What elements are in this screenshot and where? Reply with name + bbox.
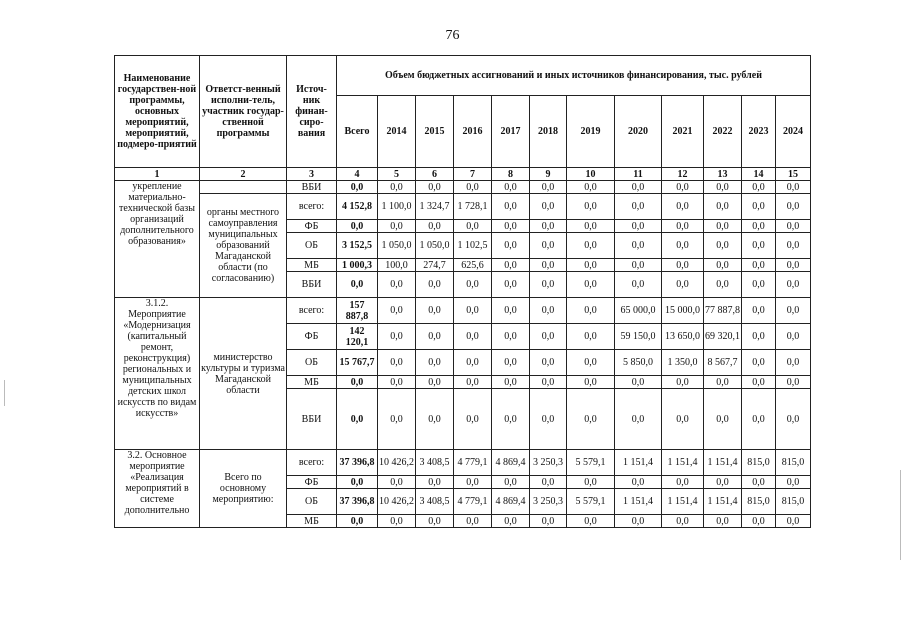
year-value-cell: 0,0	[742, 389, 776, 450]
year-value-cell: 69 320,1	[704, 324, 742, 350]
page-number: 76	[445, 28, 460, 43]
year-value-cell: 0,0	[776, 324, 811, 350]
funding-source-cell: ОБ	[287, 233, 337, 259]
year-value-cell: 5 579,1	[567, 489, 615, 515]
year-value-cell: 0,0	[378, 376, 416, 389]
responsible-cell	[200, 181, 287, 194]
year-value-cell: 13 650,0	[662, 324, 704, 350]
header-year: 2024	[776, 96, 811, 168]
column-number: 12	[662, 168, 704, 181]
year-value-cell: 0,0	[454, 376, 492, 389]
year-value-cell: 0,0	[704, 272, 742, 298]
year-value-cell: 0,0	[378, 272, 416, 298]
year-value-cell: 1 151,4	[662, 450, 704, 476]
column-number: 10	[567, 168, 615, 181]
year-value-cell: 0,0	[742, 272, 776, 298]
year-value-cell: 0,0	[662, 389, 704, 450]
year-value-cell: 0,0	[742, 376, 776, 389]
year-value-cell: 0,0	[378, 298, 416, 324]
header-responsible: Ответст-венный исполни-тель, участник государ-ственной программы	[200, 56, 287, 168]
year-value-cell: 0,0	[530, 476, 567, 489]
year-value-cell: 0,0	[567, 298, 615, 324]
header-budget-volume: Объем бюджетных ассигнований и иных источников финансирования, тыс. рублей	[337, 56, 811, 96]
year-value-cell: 0,0	[704, 259, 742, 272]
total-cell: 1 000,3	[337, 259, 378, 272]
year-value-cell: 0,0	[615, 272, 662, 298]
year-value-cell: 0,0	[416, 272, 454, 298]
header-year: 2017	[492, 96, 530, 168]
year-value-cell: 0,0	[492, 350, 530, 376]
column-number: 8	[492, 168, 530, 181]
responsible-cell: министерство культуры и туризма Магаданской области	[200, 298, 287, 450]
header-program-name: Наименование государствен-ной программы, основных мероприятий, мероприятий, подмеро-приятий	[115, 56, 200, 168]
total-cell: 0,0	[337, 220, 378, 233]
year-value-cell: 0,0	[416, 515, 454, 528]
header-year: 2016	[454, 96, 492, 168]
year-value-cell: 0,0	[742, 350, 776, 376]
year-value-cell: 0,0	[615, 181, 662, 194]
scan-mark-right	[900, 470, 901, 560]
year-value-cell: 0,0	[530, 233, 567, 259]
year-value-cell: 0,0	[454, 515, 492, 528]
program-name-cell: 3.1.2. Мероприятие «Модернизация (капитальный ремонт, реконструкция) региональных и муниципальных детских школ искусств по видам искусств»	[115, 298, 200, 450]
year-value-cell: 5 850,0	[615, 350, 662, 376]
year-value-cell: 100,0	[378, 259, 416, 272]
year-value-cell: 0,0	[742, 181, 776, 194]
year-value-cell: 0,0	[416, 220, 454, 233]
year-value-cell: 0,0	[492, 298, 530, 324]
year-value-cell: 0,0	[530, 515, 567, 528]
year-value-cell: 0,0	[567, 476, 615, 489]
year-value-cell: 0,0	[567, 220, 615, 233]
column-number: 11	[615, 168, 662, 181]
total-cell: 0,0	[337, 272, 378, 298]
header-year: 2020	[615, 96, 662, 168]
year-value-cell: 0,0	[530, 324, 567, 350]
year-value-cell: 1 728,1	[454, 194, 492, 220]
total-cell: 0,0	[337, 181, 378, 194]
year-value-cell: 815,0	[742, 450, 776, 476]
column-number: 3	[287, 168, 337, 181]
year-value-cell: 0,0	[742, 476, 776, 489]
funding-source-cell: МБ	[287, 515, 337, 528]
year-value-cell: 1 100,0	[378, 194, 416, 220]
year-value-cell: 0,0	[662, 220, 704, 233]
year-value-cell: 0,0	[567, 376, 615, 389]
year-value-cell: 0,0	[530, 272, 567, 298]
year-value-cell: 0,0	[742, 194, 776, 220]
year-value-cell: 0,0	[776, 181, 811, 194]
funding-source-cell: ФБ	[287, 476, 337, 489]
funding-source-cell: всего:	[287, 194, 337, 220]
year-value-cell: 0,0	[704, 194, 742, 220]
year-value-cell: 0,0	[567, 233, 615, 259]
year-value-cell: 0,0	[416, 389, 454, 450]
year-value-cell: 0,0	[454, 220, 492, 233]
year-value-cell: 0,0	[776, 220, 811, 233]
header-year: 2014	[378, 96, 416, 168]
year-value-cell: 0,0	[454, 181, 492, 194]
year-value-cell: 0,0	[567, 194, 615, 220]
year-value-cell: 815,0	[776, 450, 811, 476]
year-value-cell: 0,0	[704, 389, 742, 450]
year-value-cell: 815,0	[742, 489, 776, 515]
year-value-cell: 0,0	[567, 259, 615, 272]
year-value-cell: 1 151,4	[704, 450, 742, 476]
year-value-cell: 1 151,4	[615, 450, 662, 476]
year-value-cell: 0,0	[615, 515, 662, 528]
year-value-cell: 0,0	[378, 389, 416, 450]
column-number: 6	[416, 168, 454, 181]
table-row	[115, 194, 811, 220]
year-value-cell: 0,0	[416, 476, 454, 489]
year-value-cell: 0,0	[615, 259, 662, 272]
total-cell: 37 396,8	[337, 489, 378, 515]
year-value-cell: 0,0	[704, 181, 742, 194]
year-value-cell: 1 151,4	[662, 489, 704, 515]
funding-source-cell: МБ	[287, 376, 337, 389]
header-year: 2023	[742, 96, 776, 168]
year-value-cell: 0,0	[416, 350, 454, 376]
year-value-cell: 0,0	[662, 476, 704, 489]
year-value-cell: 0,0	[567, 324, 615, 350]
total-cell: 0,0	[337, 389, 378, 450]
total-cell: 37 396,8	[337, 450, 378, 476]
year-value-cell: 0,0	[567, 389, 615, 450]
year-value-cell: 0,0	[776, 350, 811, 376]
year-value-cell: 3 408,5	[416, 450, 454, 476]
year-value-cell: 0,0	[662, 194, 704, 220]
year-value-cell: 0,0	[776, 298, 811, 324]
year-value-cell: 59 150,0	[615, 324, 662, 350]
year-value-cell: 0,0	[492, 324, 530, 350]
year-value-cell: 0,0	[492, 259, 530, 272]
header-year: 2021	[662, 96, 704, 168]
year-value-cell: 0,0	[530, 259, 567, 272]
year-value-cell: 0,0	[378, 350, 416, 376]
year-value-cell: 0,0	[567, 272, 615, 298]
column-number: 14	[742, 168, 776, 181]
year-value-cell: 1 324,7	[416, 194, 454, 220]
program-name-cell: укрепление материально-технической базы организаций дополнительного образования»	[115, 181, 200, 298]
total-cell: 157 887,8	[337, 298, 378, 324]
year-value-cell: 1 151,4	[704, 489, 742, 515]
year-value-cell: 10 426,2	[378, 450, 416, 476]
year-value-cell: 0,0	[530, 181, 567, 194]
year-value-cell: 77 887,8	[704, 298, 742, 324]
year-value-cell: 0,0	[492, 515, 530, 528]
year-value-cell: 0,0	[742, 220, 776, 233]
year-value-cell: 0,0	[567, 515, 615, 528]
column-number: 15	[776, 168, 811, 181]
year-value-cell: 0,0	[492, 181, 530, 194]
year-value-cell: 0,0	[742, 324, 776, 350]
column-number: 5	[378, 168, 416, 181]
year-value-cell: 0,0	[492, 376, 530, 389]
year-value-cell: 4 869,4	[492, 450, 530, 476]
year-value-cell: 0,0	[530, 298, 567, 324]
year-value-cell: 0,0	[615, 389, 662, 450]
year-value-cell: 1 350,0	[662, 350, 704, 376]
responsible-cell: Всего по основному мероприятию:	[200, 450, 287, 528]
year-value-cell: 0,0	[454, 324, 492, 350]
funding-source-cell: ОБ	[287, 489, 337, 515]
year-value-cell: 0,0	[776, 515, 811, 528]
year-value-cell: 0,0	[615, 376, 662, 389]
year-value-cell: 3 250,3	[530, 489, 567, 515]
year-value-cell: 0,0	[776, 259, 811, 272]
year-value-cell: 0,0	[378, 324, 416, 350]
header-year: 2022	[704, 96, 742, 168]
total-cell: 142 120,1	[337, 324, 378, 350]
year-value-cell: 0,0	[776, 194, 811, 220]
year-value-cell: 0,0	[492, 389, 530, 450]
year-value-cell: 0,0	[416, 376, 454, 389]
total-cell: 4 152,8	[337, 194, 378, 220]
year-value-cell: 0,0	[454, 389, 492, 450]
program-name-cell: 3.2. Основное мероприятие «Реализация мероприятий в системе дополнительно	[115, 450, 200, 528]
year-value-cell: 0,0	[776, 272, 811, 298]
year-value-cell: 0,0	[567, 181, 615, 194]
year-value-cell: 0,0	[530, 350, 567, 376]
table-row	[115, 298, 811, 324]
budget-table	[114, 55, 811, 528]
year-value-cell: 3 250,3	[530, 450, 567, 476]
year-value-cell: 0,0	[742, 298, 776, 324]
year-value-cell: 274,7	[416, 259, 454, 272]
funding-source-cell: МБ	[287, 259, 337, 272]
year-value-cell: 0,0	[530, 194, 567, 220]
year-value-cell: 0,0	[615, 476, 662, 489]
header-funding-source: Источ-ник финан-сиро-вания	[287, 56, 337, 168]
year-value-cell: 815,0	[776, 489, 811, 515]
year-value-cell: 0,0	[492, 194, 530, 220]
year-value-cell: 0,0	[530, 220, 567, 233]
year-value-cell: 0,0	[454, 272, 492, 298]
year-value-cell: 625,6	[454, 259, 492, 272]
year-value-cell: 0,0	[776, 389, 811, 450]
column-number: 7	[454, 168, 492, 181]
year-value-cell: 0,0	[492, 272, 530, 298]
total-cell: 0,0	[337, 376, 378, 389]
year-value-cell: 0,0	[416, 298, 454, 324]
funding-source-cell: всего:	[287, 298, 337, 324]
year-value-cell: 0,0	[776, 233, 811, 259]
year-value-cell: 0,0	[530, 376, 567, 389]
total-cell: 0,0	[337, 515, 378, 528]
year-value-cell: 1 050,0	[378, 233, 416, 259]
year-value-cell: 4 869,4	[492, 489, 530, 515]
year-value-cell: 0,0	[776, 376, 811, 389]
year-value-cell: 0,0	[662, 376, 704, 389]
table-row	[115, 450, 811, 476]
year-value-cell: 0,0	[378, 220, 416, 233]
year-value-cell: 0,0	[378, 181, 416, 194]
year-value-cell: 0,0	[378, 476, 416, 489]
column-number: 4	[337, 168, 378, 181]
year-value-cell: 0,0	[704, 376, 742, 389]
year-value-cell: 0,0	[704, 476, 742, 489]
year-value-cell: 0,0	[567, 350, 615, 376]
year-value-cell: 65 000,0	[615, 298, 662, 324]
year-value-cell: 0,0	[704, 220, 742, 233]
year-value-cell: 0,0	[662, 181, 704, 194]
year-value-cell: 0,0	[454, 476, 492, 489]
year-value-cell: 0,0	[662, 259, 704, 272]
year-value-cell: 1 102,5	[454, 233, 492, 259]
year-value-cell: 10 426,2	[378, 489, 416, 515]
year-value-cell: 0,0	[492, 220, 530, 233]
header-total: Всего	[337, 96, 378, 168]
year-value-cell: 0,0	[454, 298, 492, 324]
funding-source-cell: ФБ	[287, 324, 337, 350]
column-number: 9	[530, 168, 567, 181]
year-value-cell: 0,0	[530, 389, 567, 450]
year-value-cell: 0,0	[776, 476, 811, 489]
funding-source-cell: ВБИ	[287, 181, 337, 194]
year-value-cell: 5 579,1	[567, 450, 615, 476]
scan-mark-left	[4, 380, 5, 406]
year-value-cell: 4 779,1	[454, 450, 492, 476]
header-year: 2015	[416, 96, 454, 168]
year-value-cell: 0,0	[662, 233, 704, 259]
column-number: 1	[115, 168, 200, 181]
year-value-cell: 0,0	[416, 324, 454, 350]
year-value-cell: 0,0	[615, 220, 662, 233]
year-value-cell: 0,0	[378, 515, 416, 528]
year-value-cell: 8 567,7	[704, 350, 742, 376]
funding-source-cell: ОБ	[287, 350, 337, 376]
table-row	[115, 181, 811, 194]
year-value-cell: 0,0	[416, 181, 454, 194]
funding-source-cell: ФБ	[287, 220, 337, 233]
year-value-cell: 0,0	[662, 515, 704, 528]
year-value-cell: 15 000,0	[662, 298, 704, 324]
year-value-cell: 0,0	[615, 233, 662, 259]
year-value-cell: 0,0	[615, 194, 662, 220]
funding-source-cell: всего:	[287, 450, 337, 476]
column-number: 13	[704, 168, 742, 181]
header-year: 2018	[530, 96, 567, 168]
year-value-cell: 0,0	[662, 272, 704, 298]
column-number: 2	[200, 168, 287, 181]
year-value-cell: 1 151,4	[615, 489, 662, 515]
year-value-cell: 0,0	[742, 233, 776, 259]
year-value-cell: 0,0	[742, 515, 776, 528]
responsible-cell: органы местного самоуправления муниципальных образований Магаданской области (по согласованию)	[200, 194, 287, 298]
year-value-cell: 1 050,0	[416, 233, 454, 259]
total-cell: 15 767,7	[337, 350, 378, 376]
year-value-cell: 0,0	[704, 233, 742, 259]
year-value-cell: 0,0	[704, 515, 742, 528]
year-value-cell: 0,0	[742, 259, 776, 272]
total-cell: 0,0	[337, 476, 378, 489]
year-value-cell: 0,0	[492, 233, 530, 259]
funding-source-cell: ВБИ	[287, 389, 337, 450]
total-cell: 3 152,5	[337, 233, 378, 259]
year-value-cell: 4 779,1	[454, 489, 492, 515]
year-value-cell: 3 408,5	[416, 489, 454, 515]
year-value-cell: 0,0	[492, 476, 530, 489]
year-value-cell: 0,0	[454, 350, 492, 376]
header-year: 2019	[567, 96, 615, 168]
funding-source-cell: ВБИ	[287, 272, 337, 298]
